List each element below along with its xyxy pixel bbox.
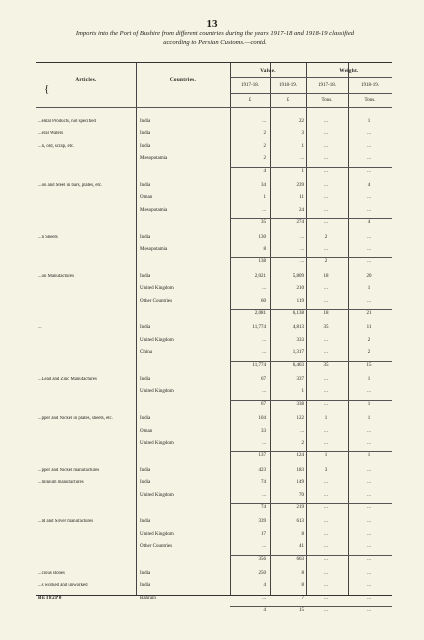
value-1917-cell: 339 [258,519,266,525]
weight-1918-cell: 21 [366,311,372,316]
weight-1917-cell: ... [324,583,328,589]
col-divider [270,63,271,595]
subtotal-rule [230,555,392,556]
header-rule [230,93,392,94]
country-label: United Kingdom [140,389,174,395]
weight-1918-cell: ... [367,608,371,614]
weight-unit-2: Tons. [364,98,376,103]
value-1917-cell: 33 [261,428,266,434]
weight-1918-cell: ... [367,492,371,498]
weight-1917-cell: ... [324,505,328,510]
value-1918-cell: 1,317 [292,350,304,356]
value-1917-cell: 4 [263,608,266,614]
weight-1918-cell: ... [367,505,371,510]
weight-1917-cell: ... [324,286,328,292]
weight-1918-cell: ... [367,583,371,589]
subtotal-rule [230,606,392,607]
article-label: ...pper and Nickel in plates, sheets, etc. [38,416,113,422]
value-1917-cell: ... [262,286,266,292]
weight-1917-cell: ... [324,337,328,343]
value-1917-cell: ... [262,389,266,395]
col-divider [230,63,231,595]
value-1917-cell: ... [262,337,266,343]
value-1918-cell: 119 [296,298,304,304]
value-1918-cell: 338 [296,401,304,407]
weight-1917-cell: ... [324,428,328,434]
weight-1918-cell: ... [367,467,371,473]
country-label: Other Countries [140,298,173,304]
weight-1917-cell: ... [324,220,328,226]
weight-1918-cell: ... [367,259,371,265]
weight-1918-cell: 2 [367,350,371,356]
weight-1918-cell: ... [367,298,371,304]
value-1917-cell: 137 [258,453,266,459]
article-label: ...eral Waters [38,131,64,137]
country-label: Bahrain [140,595,156,601]
articles-header: Articles. [75,77,97,83]
country-label: India [140,467,151,473]
col-divider [306,63,307,595]
weight-1917-cell: 1 [324,453,328,459]
weight-1917-cell: ... [324,441,328,446]
weight-1917-cell: ... [324,143,328,149]
value-1917-cell: 2,021 [254,273,266,279]
value-1918-cell: 613 [296,519,304,525]
weight-1917-cell: ... [324,119,328,124]
value-1918-cell: 124 [296,453,304,459]
value-1917-cell: 67 [261,401,266,407]
weight-1918-cell: ... [367,195,371,201]
value-1917-cell: 104 [258,416,266,422]
value-1917-cell: 2,081 [254,311,266,316]
weight-1918-cell: ... [367,428,371,434]
value-unit-1: £ [248,98,252,103]
value-1918-cell: 1 [301,168,304,174]
weight-1918-cell: 1 [367,119,371,124]
value-1917-cell: 2 [263,156,266,162]
weight-1917-cell: ... [324,556,328,562]
value-1918-cell: ... [300,234,304,240]
value-1918-cell: ... [300,428,304,434]
value-1917-cell: 138 [258,259,266,265]
article-label: ...Lead and Zinc Manufactures [38,377,97,382]
weight-1917-cell: 3 [324,467,328,473]
value-1918-cell: 7 [301,595,304,601]
value-1918-cell: 1 [301,143,304,149]
value-1917-cell: 2 [263,143,266,149]
value-1918-cell: ... [300,259,304,265]
page-number: 13 [206,18,218,30]
value-1917-cell: ... [262,207,266,213]
title-line-1: Imports into the Port of Bushire from different countries during the years 1917-18 and 1918-19 classified [75,30,355,37]
weight-1918-cell: ... [367,595,371,601]
value-1918-cell: 5,809 [292,273,304,279]
weight-1917-cell: 18 [323,273,329,279]
value-1918-cell: 219 [296,505,304,510]
weight-1918-cell: 1 [367,401,371,407]
col-divider [348,63,349,595]
weight-1918-cell: ... [367,519,371,525]
value-1918-cell: 15 [299,608,304,614]
weight-1917-cell: ... [324,608,328,614]
weight-1917-cell: 35 [323,362,329,368]
value-1917-cell: ... [262,119,266,124]
article-label: ...s worked and unworked [38,583,88,589]
value-1918-cell: 22 [299,119,304,124]
weight-1918-cell: 1 [367,416,371,422]
weight-1917-cell: ... [324,195,328,201]
value-1918-cell: 122 [296,416,304,422]
country-label: Mesopotamia [140,247,168,252]
weight-1918-cell: ... [367,556,371,562]
value-1918-cell: 663 [296,556,304,562]
countries-header: Countries. [169,77,197,83]
weight-unit-1: Tons. [321,98,333,103]
weight-1917-cell: ... [324,183,328,188]
country-label: India [140,273,151,279]
weight-1917-cell: ... [324,377,328,382]
country-label: India [140,119,151,124]
subtotal-rule [230,503,392,504]
value-header: Value. [260,68,276,74]
value-1917-cell: 35 [261,220,266,226]
weight-1917-cell: ... [324,131,328,137]
value-1917-cell: ... [262,350,266,356]
country-label: India [140,416,151,422]
value-year-1: 1917-18. [241,83,259,88]
country-label: China [140,350,152,356]
value-1918-cell: ... [300,247,304,252]
weight-year-2: 1918-19. [361,83,379,88]
subtotal-rule [230,309,392,310]
value-1917-cell: ... [262,544,266,550]
country-label: India [140,183,151,188]
country-label: Mesopotamia [140,156,168,162]
country-label: Mesopotamia [140,207,168,213]
article-label: ... [38,325,42,331]
country-label: India [140,131,151,137]
value-1918-cell: 8 [301,583,304,589]
weight-1917-cell: ... [324,571,328,576]
value-1917-cell: 8 [263,247,266,252]
country-label: United Kingdom [140,337,174,343]
value-1918-cell: 6,138 [292,311,304,316]
weight-1917-cell: 18 [323,311,329,316]
value-1918-cell: 149 [296,480,304,486]
weight-1917-cell: ... [324,156,328,162]
country-label: United Kingdom [140,531,174,537]
country-label: Oman [140,428,153,434]
weight-1917-cell: ... [324,595,328,601]
weight-1917-cell: ... [324,531,328,537]
brace-mark: { [44,83,50,95]
country-label: India [140,377,151,382]
weight-1918-cell: ... [367,156,371,162]
weight-1918-cell: 11 [366,325,372,331]
weight-1917-cell: ... [324,350,328,356]
weight-1918-cell: ... [367,531,371,537]
country-label: India [140,571,151,576]
weight-1917-cell: ... [324,168,328,174]
article-label: ...ld and Silver manufactures [38,519,94,525]
value-1917-cell: ... [262,441,266,446]
weight-1917-cell: ... [324,519,328,525]
weight-1917-cell: ... [324,247,328,252]
weight-1917-cell: ... [324,544,328,550]
weight-1918-cell: ... [367,389,371,395]
weight-1918-cell: ... [367,143,371,149]
value-1918-cell: ... [300,156,304,162]
country-label: India [140,143,151,149]
weight-1918-cell: 20 [366,273,372,279]
weight-1917-cell: ... [324,298,328,304]
value-1918-cell: 70 [299,492,304,498]
weight-1918-cell: 4 [367,220,371,226]
country-label: United Kingdom [140,286,174,292]
value-1918-cell: 1 [301,389,304,395]
weight-1918-cell: 1 [367,286,371,292]
value-1918-cell: 333 [296,337,304,343]
subtotal-rule [230,218,392,219]
subtotal-rule [230,400,392,401]
value-1917-cell: 423 [258,467,266,473]
weight-1918-cell: 15 [366,362,372,368]
weight-year-1: 1917-18. [318,83,336,88]
value-1918-cell: 6,463 [292,362,304,368]
header-rule [36,107,392,108]
weight-header: Weight. [339,68,359,74]
value-1917-cell: 11,774 [252,362,266,368]
value-1917-cell: 2 [263,131,266,137]
value-1917-cell: 250 [258,571,266,576]
value-1918-cell: 24 [299,207,304,213]
value-1917-cell: 17 [261,531,266,537]
table-title [40,30,390,48]
weight-1917-cell: ... [324,207,328,213]
col-divider [136,63,137,595]
country-label: India [140,519,151,525]
value-1917-cell: 1 [263,195,266,201]
country-label: United Kingdom [140,441,174,446]
country-label: India [140,234,151,240]
value-1918-cell: 2 [301,441,304,446]
country-label: India [140,480,151,486]
weight-1918-cell: ... [367,441,371,446]
value-1917-cell: 11,774 [252,325,266,331]
value-1918-cell: 183 [296,467,304,473]
article-label: ...ental Products, not specified [38,119,96,124]
article-label: ...n Sheets [38,234,58,240]
weight-1918-cell: ... [367,247,371,252]
value-1918-cell: 4,813 [292,325,304,331]
value-1918-cell: 239 [296,183,304,188]
value-1918-cell: 8 [301,531,304,537]
value-1918-cell: 337 [296,377,304,382]
weight-1917-cell: 2 [324,259,328,265]
value-1917-cell: 4 [263,168,266,174]
article-label: ...n, old, scrap, etc. [38,143,75,149]
subtotal-rule [230,451,392,452]
country-label: Oman [140,195,153,201]
article-label: ...cious stones [38,571,65,576]
value-1918-cell: 3 [301,131,304,137]
weight-1917-cell: 2 [324,234,328,240]
value-1917-cell: 67 [261,377,266,382]
weight-1917-cell: ... [324,389,328,395]
country-label: India [140,583,151,589]
weight-1917-cell: ... [324,401,328,407]
value-1917-cell: 74 [261,480,266,486]
subtotal-rule [230,361,392,362]
weight-1918-cell: 4 [367,183,371,188]
article-label: ...on and Steel in bars, plates, etc. [38,183,103,188]
country-label: United Kingdom [140,492,174,498]
value-1917-cell: 60 [261,298,266,304]
weight-1918-cell: ... [367,168,371,174]
value-year-2: 1918-19. [279,83,297,88]
value-1917-cell: ... [262,595,266,601]
title-line-2: according to Persian Customs.—contd. [163,38,267,46]
value-1917-cell: 4 [263,583,266,589]
article-label: ...minium manufactures [38,480,84,486]
weight-1918-cell: ... [367,544,371,550]
article-label: ...pper and Nickel manufactures [38,467,100,473]
weight-1918-cell: ... [367,207,371,213]
footer-mark: BE182P0 [38,596,62,601]
weight-1918-cell: 2 [367,337,371,343]
subtotal-rule [230,257,392,258]
weight-1918-cell: ... [367,131,371,137]
weight-1918-cell: 1 [367,453,371,459]
value-1917-cell: 356 [258,556,266,562]
value-unit-2: £ [286,98,290,103]
value-1917-cell: 34 [261,183,266,188]
value-1917-cell: ... [262,492,266,498]
country-label: Other Countries [140,544,173,550]
value-1917-cell: 130 [258,234,266,240]
value-1918-cell: 41 [299,544,304,550]
article-label: ...on Manufactures [38,273,74,279]
weight-1918-cell: ... [367,571,371,576]
value-1918-cell: 210 [296,286,304,292]
country-label: India [140,325,151,331]
value-1918-cell: 8 [301,571,304,576]
weight-1917-cell: ... [324,492,328,498]
weight-1918-cell: ... [367,234,371,240]
weight-1918-cell: 1 [367,377,371,382]
weight-1917-cell: ... [324,480,328,486]
subtotal-rule [230,167,392,168]
weight-1917-cell: 1 [324,416,328,422]
value-1918-cell: 274 [296,220,304,226]
header-rule [230,77,392,78]
weight-1917-cell: 35 [323,325,329,331]
value-1917-cell: 74 [261,505,266,510]
weight-1918-cell: ... [367,480,371,486]
value-1918-cell: 11 [299,195,304,201]
